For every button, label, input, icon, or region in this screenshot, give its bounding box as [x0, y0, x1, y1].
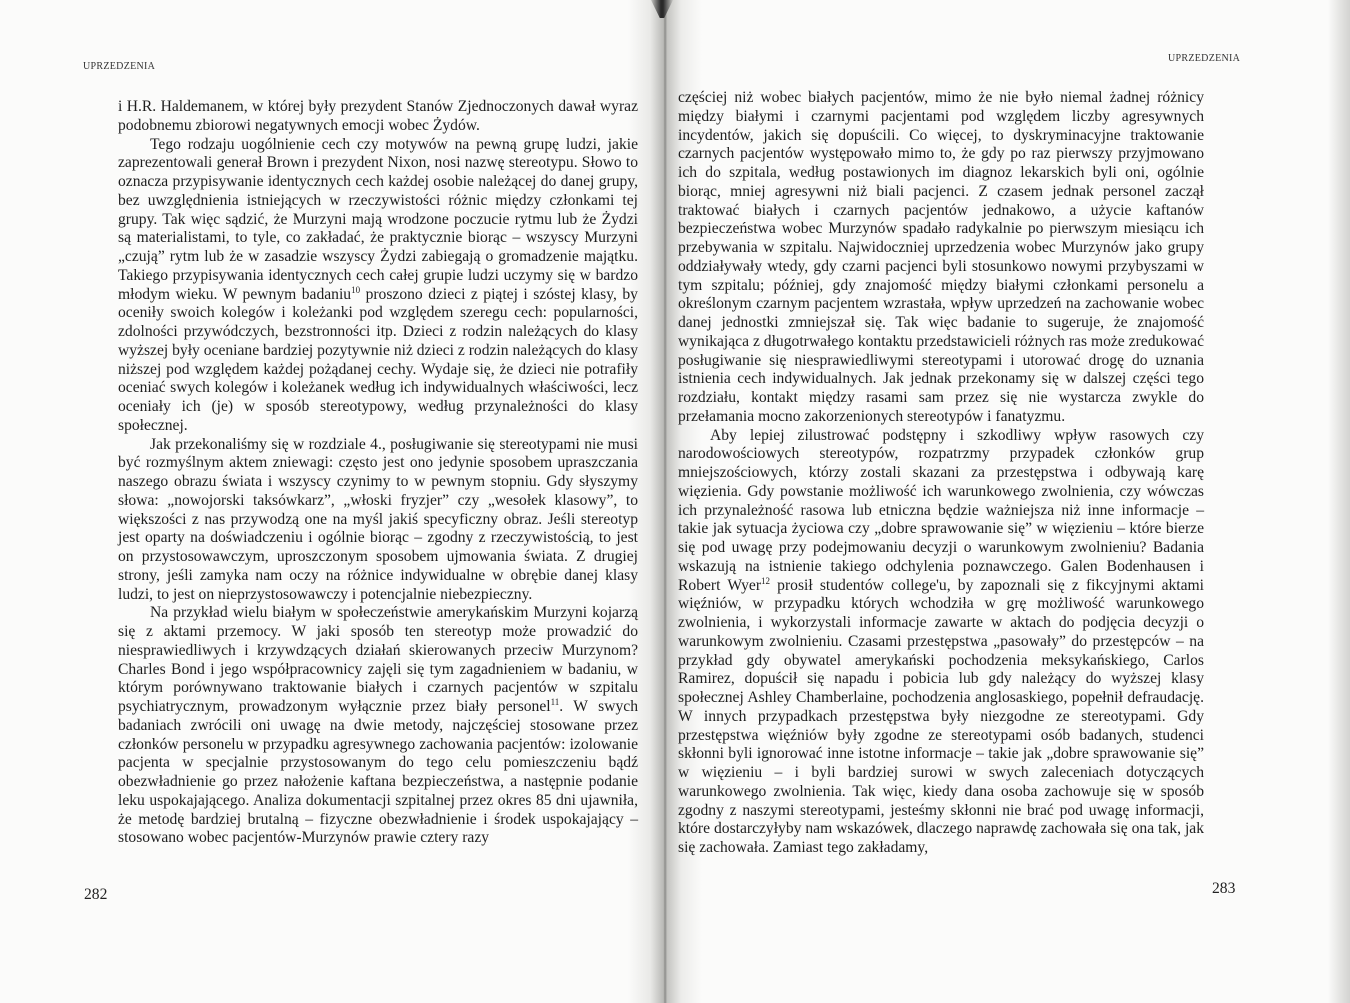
right-page-body — [678, 89, 1204, 858]
right-paragraph-2: Aby lepiej zilustrować podstępny i szkodliwy wpływ rasowych czy narodowościowych stereotypów, rozpatrzmy przypadek członków grup mniejszościowych, którzy zostali skazani za przestępstwa i odbywają karę więzienia. Gdy powstanie możliwość ich warunkowego zwolnienia, czy wówczas ich przynależność rasowa lub etniczna będzie ważniejsza niż inne informacje – takie jak sytuacja życiowa czy „dobre sprawowanie się” w więzieniu – które bierze się pod uwagę przy podejmowaniu decyzji o warunkowym zwolnieniu? Badania wskazują na istnienie takiego odchylenia poznawczego. Galen Bodenhausen i Robert Wyer$^{12}$ prosił studentów college'u, by zapoznali się z fikcyjnymi aktami więźniów, w przypadku których wchodziła w grę możliwość warunkowego zwolnienia, i wykorzystali informacje zawarte w aktach do podjęcia decyzji o warunkowym zwolnieniu. Czasami przestępstwa „pasowały” do przestępców – na przykład gdy obywatel amerykański pochodzenia meksykańskiego, Carlos Ramirez, dopuścił się napadu i pobicia lub gdy należący do wyższej klasy społecznej Ashley Chamberlaine, pochodzenia anglosaskiego, popełnił defraudację. W innych przypadkach przestępstwa były niezgodne ze stereotypami. Gdy przestępstwa więźniów były zgodne ze stereotypami osób badanych, studenci skłonni byli ignorować inne istotne informacje – takie jak „dobre sprawowanie się” w więzieniu – i byli bardziej surowi w swych zaleceniach dotyczących warunkowego zwolnienia. Tak więc, kiedy dana osoba zachowuje się w sposób zgodny z naszymi stereotypami, jesteśmy skłonni nie brać pod uwagę informacji, które dostarczyłyby nam wskazówek, dlaczego naprawdę zachowała się ona tak, jak się zachowała. Zamiast tego zakładamy, — [678, 426, 1204, 856]
page-edge-shadow — [1328, 0, 1350, 1003]
left-page-number: 282 — [84, 886, 108, 903]
left-paragraph-3: Jak przekonaliśmy się w rozdziale 4., posługiwanie się stereotypami nie musi być rozmyślnym aktem zniewagi: często jest ono jedynie sposobem upraszczania naszego obrazu świata i wszyscy czynimy to w pewnym stopniu. Gdy słyszymy słowa: „nowojorski taksówkarz”, „włoski fryzjer” czy „wesołek klasowy”, to większości z nas przywodzą one na myśl jakiś specyficzny obraz. Jeśli stereotyp jest oparty na doświadczeniu i ogólnie biorąc – zgodny z rzeczywistością, to jest on przystosowawczym, uproszczonym sposobem ujmowania świata. Z drugiej strony, jeśli zamyka nam oczy na różnice indywidualne w obrębie danej klasy ludzi, to jest on nieprzystosowawczy i potencjalnie niebezpieczny. — [118, 435, 638, 603]
right-paragraph-1: częściej niż wobec białych pacjentów, mimo że nie było niemal żadnej różnicy między białymi i czarnymi pacjentami pod względem liczby agresywnych incydentów, jakich się dopuścili. Co więcej, to dyskryminacyjne traktowanie czarnych pacjentów występowało mimo to, że gdy po raz pierwszy przyjmowano ich do szpitala, według postawionych im diagnoz lekarskich byli oni, ogólnie biorąc, mniej agresywni niż biali pacjenci. Z czasem jednak personel zaczął traktować białych i czarnych pacjentów jednakowo, a użycie kaftanów bezpieczeństwa wobec Murzynów spadało radykalnie po pierwszym miesiącu ich przebywania w szpitalu. Najwidoczniej uprzedzenia wobec Murzynów jako grupy oddziaływały wtedy, gdy czarni pacjenci byli stosunkowo nowymi przybyszami w tym szpitalu; później, gdy znajomość między białymi członkami personelu a określonym czarnym pacjentem wzrastała, wpływ uprzedzeń na zachowanie wobec danej jednostki zmniejszał się. Tak więc badanie to sugeruje, że znajomość wynikająca z długotrwałego kontaktu przedstawicieli różnych ras może zredukować posługiwanie się niesprawiedliwymi stereotypami i utorować drogę do uznania istnienia cech indywidualnych. Jak jednak przekonamy się w dalszej części tego rozdziału, kontakt między rasami sam przez się nie wystarcza zwykle do przełamania mocno zakorzenionych stereotypów i fanatyzmu. — [678, 89, 1204, 425]
right-running-head: UPRZEDZENIA — [1168, 53, 1241, 64]
left-page-body — [118, 98, 638, 848]
left-paragraph-1: i H.R. Haldemanem, w której były prezydent Stanów Zjednoczonych dawał wyraz podobnemu zbiorowi negatywnych emocji wobec Żydów. — [118, 98, 638, 134]
footnote-ref-12: 12 — [761, 575, 771, 586]
left-paragraph-4: Na przykład wielu białym w społeczeństwie amerykańskim Murzyni kojarzą się z aktami przemocy. W jaki sposób ten stereotyp może prowadzić do niesprawiedliwych i krzywdzących działań skierowanych przeciw Murzynom? Charles Bond i jego współpracownicy zajęli się tym zagadnieniem w badaniu, w którym porównywano traktowanie białych i czarnych pacjentów w szpitalu psychiatrycznym, prowadzonym wyłącznie przez biały personel$^{11}$. W swych badaniach zwrócili oni uwagę na dwie metody, najczęściej stosowane przez członków personelu w przypadku agresywnego zachowania pacjentów: izolowanie pacjenta w specjalnie przystosowanym do tego celu pomieszczeniu bądź obezwładnienie go przez nałożenie kaftana bezpieczeństwa, a następnie podanie leku uspokajającego. Analiza dokumentacji szpitalnej przez okres 85 dni ujawniła, że metodę bardziej brutalną – fizyczne obezwładnienie i środek uspokajający – stosowano wobec pacjentów-Murzynów prawie cztery razy — [118, 604, 638, 847]
right-page-number: 283 — [1212, 880, 1236, 897]
left-paragraph-2: Tego rodzaju uogólnienie cech czy motywów na pewną grupę ludzi, jakie zaprezentowali generał Brown i prezydent Nixon, nosi nazwę stereotypu. Słowo to oznacza przypisywanie identycznych cech każdej osobie należącej do danej grupy, bez uwzględnienia istniejących w rzeczywistości różnic między członkami tej grupy. Tak więc sądzić, że Murzyni mają wrodzone poczucie rytmu lub że Żydzi są materialistami, to tyle, co zakładać, że praktycznie biorąc – wszyscy Murzyni „czują” rytm lub że w zasadzie wszyscy Żydzi zabiegają o gromadzenie majątku. Takiego przypisywania identycznych cech całej grupie ludzi uczymy się w bardzo młodym wieku. W pewnym badaniu$^{10}$ proszono dzieci z piątej i szóstej klasy, by oceniły swoich kolegów i koleżanki pod względem szeregu cech: popularności, zdolności przywódczych, bezstronności itp. Dzieci z rodzin należących do klasy wyższej były oceniane bardziej pozytywnie niż dzieci z rodzin należących do klasy niższej pod względem każdej pożądanej cechy. Wydaje się, że dzieci nie potrafiły oceniać swych kolegów i koleżanek według ich indywidualnych właściwości, lecz oceniały ich (je) w sposób stereotypowy, według przynależności do klasy społecznej. — [118, 135, 638, 434]
left-running-head: UPRZEDZENIA — [83, 61, 156, 72]
footnote-ref-10: 10 — [351, 284, 361, 295]
footnote-ref-11: 11 — [550, 697, 560, 707]
